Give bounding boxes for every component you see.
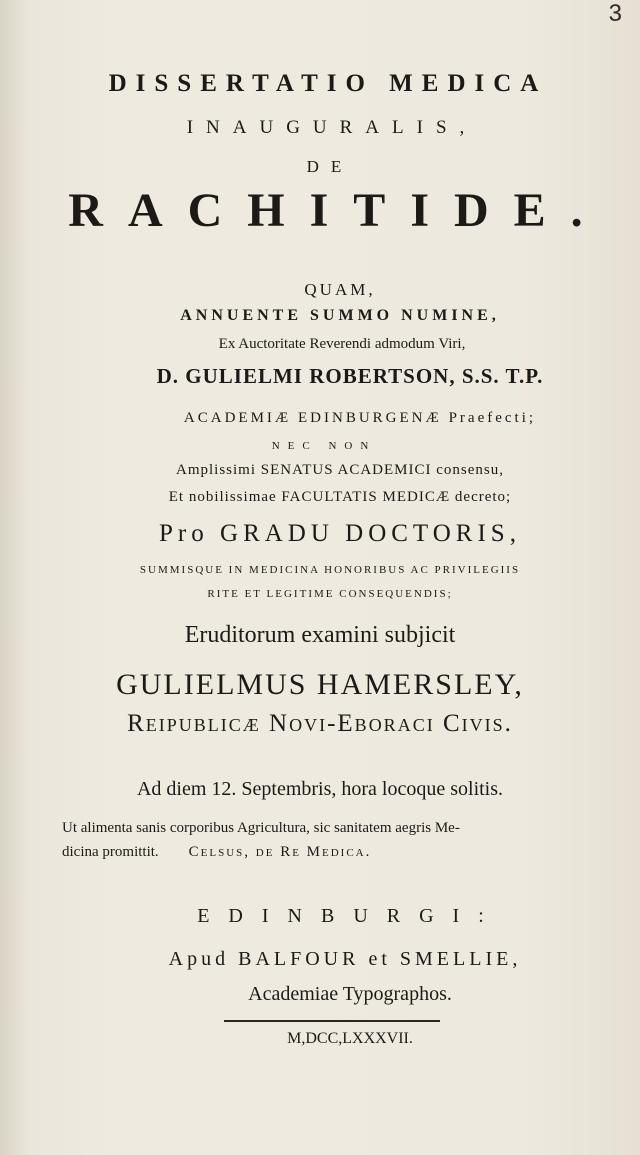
- imprint-printers: Apud BALFOUR et SMELLIE,: [168, 948, 522, 970]
- examini-line: Eruditorum examini subjicit: [184, 622, 456, 648]
- imprint-year: M,DCC,LXXXVII.: [287, 1030, 413, 1047]
- dissertation-heading: DISSERTATIO MEDICA: [108, 70, 548, 97]
- inauguralis-line: INAUGURALIS,: [186, 117, 478, 138]
- imprint-role: Academiae Typographos.: [248, 983, 452, 1005]
- degree-line: Pro GRADU DOCTORIS,: [159, 520, 521, 547]
- quam-line: QUAM,: [304, 280, 376, 299]
- senatus-line: Amplissimi SENATUS ACADEMICI consensu,: [175, 462, 505, 478]
- consequendis-line: RITE ET LEGITIME CONSEQUENDIS;: [207, 588, 453, 600]
- epigraph-text: dicina promittit.: [62, 844, 159, 860]
- annuente-line: ANNUENTE SUMMO NUMINE,: [180, 307, 500, 324]
- epigraph-line-1: Ut alimenta sanis corporibus Agricultura, sic sanitatem aegris Me-: [62, 820, 460, 836]
- honours-line: SUMMISQUE IN MEDICINA HONORIBUS AC PRIVILEGIIS: [139, 564, 521, 576]
- academy-line: ACADEMIÆ EDINBURGENÆ Praefecti;: [183, 410, 537, 426]
- auctoritate-line: Ex Auctoritate Reverendi admodum Viri,: [218, 336, 466, 352]
- author-name: GULIELMUS HAMERSLEY,: [116, 668, 524, 701]
- author-origin: Reipublicæ Novi-Eboraci Civis.: [127, 710, 513, 737]
- subject-title: RACHITIDE.: [68, 184, 608, 237]
- epigraph-author: Celsus, de Re Medica.: [188, 844, 372, 860]
- epigraph-line-2: [62, 844, 371, 861]
- de-line: DE: [306, 157, 354, 176]
- principal-name: D. GULIELMI ROBERTSON, S.S. T.P.: [156, 364, 544, 388]
- imprint-city: EDINBURGI:: [197, 905, 503, 927]
- date-line: Ad diem 12. Septembris, hora locoque solitis.: [136, 778, 504, 800]
- facultatis-line: Et nobilissimae FACULTATIS MEDICÆ decreto;: [168, 489, 512, 505]
- divider-rule: [224, 1020, 440, 1022]
- nec-non-line: NEC NON: [271, 440, 377, 452]
- page-number: 3: [608, 0, 622, 27]
